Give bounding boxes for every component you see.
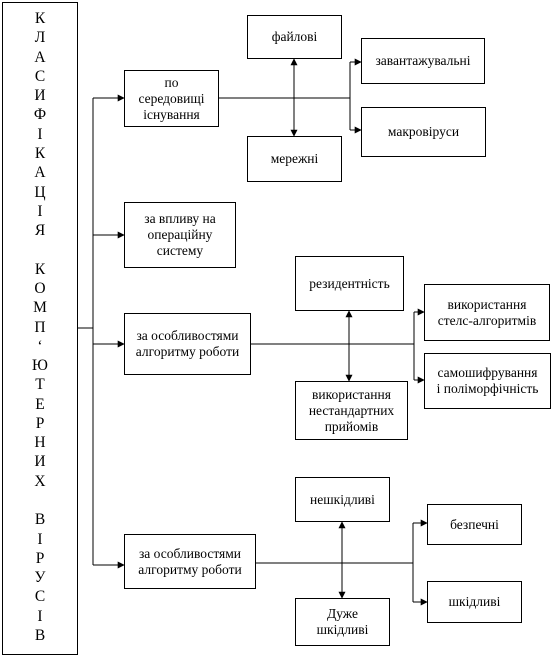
- title-letter: [3, 242, 77, 258]
- title-letter: Ц: [34, 183, 46, 201]
- title-letter: И: [34, 453, 46, 471]
- title-letter: М: [33, 299, 47, 317]
- title-letter: Я: [34, 222, 46, 240]
- title-letter: К: [34, 260, 46, 278]
- title-letter: О: [34, 279, 46, 297]
- title-letter: П: [34, 318, 46, 336]
- harmless-box: нешкідливі: [295, 477, 390, 522]
- very-harmful-box: Дуже шкідливі: [295, 598, 390, 646]
- algorithm-box-1: за особливостями алгоритму роботи: [124, 313, 251, 375]
- nonstandard-techniques-box: використання нестандартних прийомів: [295, 381, 408, 440]
- title-letter: С: [34, 588, 46, 606]
- title-letter: К: [34, 144, 46, 162]
- title-letter: И: [34, 87, 46, 105]
- title-letter: Т: [35, 376, 45, 394]
- title-letter: І: [37, 202, 43, 220]
- title-letter: А: [34, 164, 46, 182]
- boot-viruses-box: завантажувальні: [361, 38, 485, 84]
- title-letter: К: [34, 10, 46, 27]
- title-letter: В: [34, 627, 46, 644]
- title-letter: Х: [34, 472, 46, 490]
- title-letter: Ю: [32, 357, 48, 375]
- classification-title-box: [2, 2, 78, 655]
- harmful-box: шкідливі: [427, 581, 522, 623]
- file-viruses-box: файлові: [247, 15, 342, 59]
- macro-viruses-box: макровіруси: [361, 107, 486, 157]
- stealth-algorithms-box: використання стелс-алгоритмів: [424, 284, 550, 341]
- os-impact-box: за впливу на операційну систему: [124, 202, 236, 268]
- title-letter: І: [37, 125, 43, 143]
- title-letter: С: [34, 67, 46, 85]
- title-letter: І: [37, 607, 43, 625]
- polymorphism-box: самошифрування і поліморфічність: [424, 353, 551, 409]
- env-box: по середовищі існування: [124, 70, 219, 127]
- title-letter: І: [37, 530, 43, 548]
- algorithm-box-2: за особливостями алгоритму роботи: [124, 534, 256, 589]
- network-viruses-box: мережні: [247, 136, 342, 182]
- title-letter: Р: [35, 549, 45, 567]
- title-letter: Ф: [33, 106, 47, 124]
- title-letter: ‘: [37, 337, 43, 355]
- title-letter: Н: [34, 434, 46, 452]
- safe-box: безпечні: [427, 504, 522, 545]
- title-letter: У: [34, 569, 46, 587]
- title-letter: А: [34, 48, 46, 66]
- title-letter: Р: [35, 414, 45, 432]
- residency-box: резидентність: [295, 256, 404, 311]
- title-letter: [3, 493, 77, 509]
- title-letter: Л: [34, 29, 46, 47]
- title-letter: Е: [35, 395, 45, 413]
- title-letter: В: [34, 511, 46, 529]
